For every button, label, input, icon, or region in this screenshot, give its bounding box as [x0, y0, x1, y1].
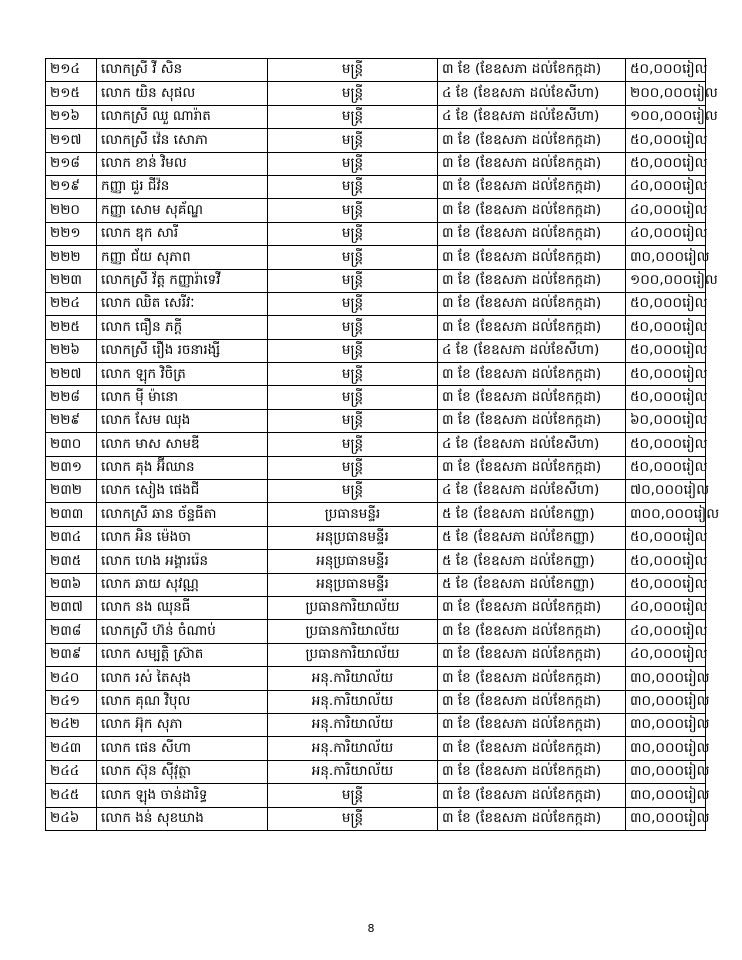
- table-row: [46, 59, 706, 82]
- duration-cell: ៣ ខែ (ខែឧសភា ដល់ខែកក្កដា): [438, 59, 626, 82]
- person-name-cell: លោកស្រី ឆាន ច័ន្ទធីតា: [97, 503, 268, 526]
- position-cell: ប្រធានការិយាល័យ: [268, 596, 438, 619]
- amount-cell: ៤០,០០០រៀល: [626, 222, 706, 245]
- table-row: [46, 292, 706, 315]
- person-name-cell: លោក ឆាយ សុវណ្ណ: [97, 573, 268, 596]
- record-number-cell: ២១៥: [46, 82, 97, 105]
- table-row: [46, 596, 706, 619]
- position-cell: អនុ.ការិយាល័យ: [268, 737, 438, 760]
- person-name-cell: លោក ងន់ សុខឃាង: [97, 807, 268, 830]
- table-row: [46, 456, 706, 479]
- record-number-cell: ២២០: [46, 199, 97, 222]
- record-number-cell: ២៤០: [46, 667, 97, 690]
- table-row: [46, 175, 706, 198]
- record-number-cell: ២២៩: [46, 409, 97, 432]
- table-row: [46, 363, 706, 386]
- person-name-cell: លោក គុណ វិបុល: [97, 690, 268, 713]
- duration-cell: ៣ ខែ (ខែឧសភា ដល់ខែកក្កដា): [438, 246, 626, 269]
- record-number-cell: ២៤៦: [46, 807, 97, 830]
- page-number: 8: [367, 922, 375, 935]
- position-cell: មន្ត្រី: [268, 316, 438, 339]
- amount-cell: ៣០,០០០រៀល: [626, 760, 706, 783]
- position-cell: អនុប្រធានមន្ទីរ: [268, 550, 438, 573]
- table-row: [46, 269, 706, 292]
- amount-cell: ៣០,០០០រៀល: [626, 713, 706, 736]
- duration-cell: ៣ ខែ (ខែឧសភា ដល់ខែកក្កដា): [438, 292, 626, 315]
- table-row: [46, 409, 706, 432]
- duration-cell: ៤ ខែ (ខែឧសភា ដល់ខែសីហា): [438, 82, 626, 105]
- person-name-cell: លោក សៀង ផេងជី: [97, 480, 268, 503]
- amount-cell: ៤០,០០០រៀល: [626, 643, 706, 666]
- person-name-cell: លោក រស់ តៃសុង: [97, 667, 268, 690]
- duration-cell: ៣ ខែ (ខែឧសភា ដល់ខែកក្កដា): [438, 199, 626, 222]
- duration-cell: ៣ ខែ (ខែឧសភា ដល់ខែកក្កដា): [438, 363, 626, 386]
- position-cell: មន្ត្រី: [268, 246, 438, 269]
- person-name-cell: លោកស្រី វ៉េន សោភា: [97, 129, 268, 152]
- amount-cell: ៥០,០០០រៀល: [626, 292, 706, 315]
- amount-cell: ៥០,០០០រៀល: [626, 339, 706, 362]
- amount-cell: ៣០,០០០រៀល: [626, 807, 706, 830]
- duration-cell: ៣ ខែ (ខែឧសភា ដល់ខែកក្កដា): [438, 409, 626, 432]
- table-row: [46, 386, 706, 409]
- amount-cell: ៣០,០០០រៀល: [626, 690, 706, 713]
- records-table: [45, 58, 720, 831]
- table-row: [46, 105, 706, 128]
- amount-cell: ៣០,០០០រៀល: [626, 667, 706, 690]
- table-row: [46, 690, 706, 713]
- record-number-cell: ២៤២: [46, 713, 97, 736]
- duration-cell: ៣ ខែ (ខែឧសភា ដល់ខែកក្កដា): [438, 222, 626, 245]
- person-name-cell: លោក ឈិត សេរីវៈ: [97, 292, 268, 315]
- table-row: [46, 760, 706, 783]
- table-row: [46, 643, 706, 666]
- position-cell: មន្ត្រី: [268, 480, 438, 503]
- person-name-cell: លោក ស៊ុន ស៊ីវុត្ថា: [97, 760, 268, 783]
- person-name-cell: លោក ខាន់ វិមល: [97, 152, 268, 175]
- table-row: [46, 129, 706, 152]
- table-row: [46, 82, 706, 105]
- record-number-cell: ២៣៤: [46, 526, 97, 549]
- person-name-cell: លោក ឌុក សារី: [97, 222, 268, 245]
- person-name-cell: លោកស្រី ហ៊ន់ ចំណាប់: [97, 620, 268, 643]
- amount-cell: ៤០,០០០រៀល: [626, 175, 706, 198]
- position-cell: មន្ត្រី: [268, 222, 438, 245]
- record-number-cell: ២៣២: [46, 480, 97, 503]
- position-cell: មន្ត្រី: [268, 456, 438, 479]
- position-cell: មន្ត្រី: [268, 784, 438, 807]
- position-cell: អនុ.ការិយាល័យ: [268, 713, 438, 736]
- position-cell: ប្រធានការិយាល័យ: [268, 620, 438, 643]
- position-cell: អនុប្រធានមន្ទីរ: [268, 573, 438, 596]
- position-cell: មន្ត្រី: [268, 386, 438, 409]
- person-name-cell: លោក ឡុក វិចិត្រ: [97, 363, 268, 386]
- person-name-cell: លោក ផេន សីហា: [97, 737, 268, 760]
- amount-cell: ៥០,០០០រៀល: [626, 316, 706, 339]
- table-row: [46, 339, 706, 362]
- duration-cell: ៤ ខែ (ខែឧសភា ដល់ខែសីហា): [438, 105, 626, 128]
- record-number-cell: ២២៣: [46, 269, 97, 292]
- record-number-cell: ២២៤: [46, 292, 97, 315]
- record-number-cell: ២៣១: [46, 456, 97, 479]
- record-number-cell: ២៤១: [46, 690, 97, 713]
- amount-cell: ១០០,០០០រៀល: [626, 269, 706, 292]
- position-cell: មន្ត្រី: [268, 105, 438, 128]
- duration-cell: ៣ ខែ (ខែឧសភា ដល់ខែកក្កដា): [438, 737, 626, 760]
- duration-cell: ៣ ខែ (ខែឧសភា ដល់ខែកក្កដា): [438, 713, 626, 736]
- record-number-cell: ២៣៧: [46, 596, 97, 619]
- person-name-cell: លោក ធឿន ភក្តី: [97, 316, 268, 339]
- record-number-cell: ២១៩: [46, 175, 97, 198]
- person-name-cell: លោក អ៊ុក សុភា: [97, 713, 268, 736]
- duration-cell: ៣ ខែ (ខែឧសភា ដល់ខែកក្កដា): [438, 316, 626, 339]
- duration-cell: ៣ ខែ (ខែឧសភា ដល់ខែកក្កដា): [438, 643, 626, 666]
- position-cell: អនុ.ការិយាល័យ: [268, 690, 438, 713]
- record-number-cell: ២៣៩: [46, 643, 97, 666]
- duration-cell: ៣ ខែ (ខែឧសភា ដល់ខែកក្កដា): [438, 129, 626, 152]
- duration-cell: ៣ ខែ (ខែឧសភា ដល់ខែកក្កដា): [438, 784, 626, 807]
- duration-cell: ៣ ខែ (ខែឧសភា ដល់ខែកក្កដា): [438, 152, 626, 175]
- person-name-cell: លោក សម្បត្តិ ស្រ៊ាត: [97, 643, 268, 666]
- position-cell: មន្ត្រី: [268, 152, 438, 175]
- amount-cell: ៥០,០០០រៀល: [626, 386, 706, 409]
- table-row: [46, 550, 706, 573]
- position-cell: ប្រធានមន្ទីរ: [268, 503, 438, 526]
- amount-cell: ៥០,០០០រៀល: [626, 59, 706, 82]
- amount-cell: ៥០,០០០រៀល: [626, 550, 706, 573]
- position-cell: មន្ត្រី: [268, 129, 438, 152]
- person-name-cell: លោក គុង អ៊ីឈាន: [97, 456, 268, 479]
- duration-cell: ៣ ខែ (ខែឧសភា ដល់ខែកក្កដា): [438, 269, 626, 292]
- position-cell: មន្ត្រី: [268, 807, 438, 830]
- table-row: [46, 433, 706, 456]
- record-number-cell: ២៣៦: [46, 573, 97, 596]
- amount-cell: ៥០,០០០រៀល: [626, 363, 706, 386]
- record-number-cell: ២២៥: [46, 316, 97, 339]
- position-cell: មន្ត្រី: [268, 433, 438, 456]
- position-cell: មន្ត្រី: [268, 82, 438, 105]
- amount-cell: ២០០,០០០រៀល: [626, 82, 706, 105]
- duration-cell: ៣ ខែ (ខែឧសភា ដល់ខែកក្កដា): [438, 807, 626, 830]
- table-row: [46, 246, 706, 269]
- person-name-cell: កញ្ញា សោម សុគ័ណ្ឌ: [97, 199, 268, 222]
- position-cell: មន្ត្រី: [268, 409, 438, 432]
- duration-cell: ៣ ខែ (ខែឧសភា ដល់ខែកក្កដា): [438, 596, 626, 619]
- record-number-cell: ២៣៥: [46, 550, 97, 573]
- amount-cell: ៥០,០០០រៀល: [626, 526, 706, 549]
- duration-cell: ៥ ខែ (ខែឧសភា ដល់ខែកញ្ញា): [438, 503, 626, 526]
- table-row: [46, 503, 706, 526]
- amount-cell: ៥០,០០០រៀល: [626, 573, 706, 596]
- record-number-cell: ២៤៣: [46, 737, 97, 760]
- record-number-cell: ២៣០: [46, 433, 97, 456]
- person-name-cell: លោក យិន សុផល: [97, 82, 268, 105]
- person-name-cell: លោកស្រី វ័ត្ត កញ្ញារ៉ាទេវី: [97, 269, 268, 292]
- duration-cell: ៥ ខែ (ខែឧសភា ដល់ខែកញ្ញា): [438, 573, 626, 596]
- position-cell: មន្ត្រី: [268, 339, 438, 362]
- position-cell: មន្ត្រី: [268, 363, 438, 386]
- table-row: [46, 480, 706, 503]
- record-number-cell: ២៤៥: [46, 784, 97, 807]
- table-row: [46, 316, 706, 339]
- position-cell: អនុប្រធានមន្ទីរ: [268, 526, 438, 549]
- person-name-cell: លោកស្រី រឿង រចនារង្សី: [97, 339, 268, 362]
- position-cell: មន្ត្រី: [268, 269, 438, 292]
- amount-cell: ៤០,០០០រៀល: [626, 596, 706, 619]
- record-number-cell: ២២១: [46, 222, 97, 245]
- person-name-cell: លោក នង ឈុនធី: [97, 596, 268, 619]
- amount-cell: ៣០,០០០រៀល: [626, 246, 706, 269]
- duration-cell: ៣ ខែ (ខែឧសភា ដល់ខែកក្កដា): [438, 690, 626, 713]
- position-cell: អនុ.ការិយាល័យ: [268, 667, 438, 690]
- duration-cell: ៤ ខែ (ខែឧសភា ដល់ខែសីហា): [438, 339, 626, 362]
- record-number-cell: ២៣៣: [46, 503, 97, 526]
- table-row: [46, 573, 706, 596]
- amount-cell: ៦០,០០០រៀល: [626, 409, 706, 432]
- person-name-cell: លោក មាស សាមឌី: [97, 433, 268, 456]
- person-name-cell: លោក សែម ឈុង: [97, 409, 268, 432]
- table-row: [46, 737, 706, 760]
- amount-cell: ៥០,០០០រៀល: [626, 129, 706, 152]
- amount-cell: ៤០,០០០រៀល: [626, 620, 706, 643]
- duration-cell: ៣ ខែ (ខែឧសភា ដល់ខែកក្កដា): [438, 667, 626, 690]
- amount-cell: ៣០,០០០រៀល: [626, 784, 706, 807]
- record-number-cell: ២៤៤: [46, 760, 97, 783]
- duration-cell: ៥ ខែ (ខែឧសភា ដល់ខែកញ្ញា): [438, 526, 626, 549]
- amount-cell: ៤០,០០០រៀល: [626, 199, 706, 222]
- duration-cell: ៣ ខែ (ខែឧសភា ដល់ខែកក្កដា): [438, 760, 626, 783]
- position-cell: ប្រធានការិយាល័យ: [268, 643, 438, 666]
- position-cell: មន្ត្រី: [268, 59, 438, 82]
- amount-cell: ៣០០,០០០រៀល: [626, 503, 706, 526]
- position-cell: មន្ត្រី: [268, 292, 438, 315]
- person-name-cell: លោកស្រី ឈួ ណារ៉ាត: [97, 105, 268, 128]
- table-row: [46, 667, 706, 690]
- duration-cell: ៥ ខែ (ខែឧសភា ដល់ខែកញ្ញា): [438, 550, 626, 573]
- table-row: [46, 784, 706, 807]
- duration-cell: ៣ ខែ (ខែឧសភា ដល់ខែកក្កដា): [438, 620, 626, 643]
- person-name-cell: កញ្ញា ជ័យ សុភាព: [97, 246, 268, 269]
- person-name-cell: កញ្ញា ជួរ ជីវ៉ន: [97, 175, 268, 198]
- record-number-cell: ២១៧: [46, 129, 97, 152]
- amount-cell: ៥០,០០០រៀល: [626, 152, 706, 175]
- table-row: [46, 620, 706, 643]
- duration-cell: ៣ ខែ (ខែឧសភា ដល់ខែកក្កដា): [438, 175, 626, 198]
- record-number-cell: ២៣៨: [46, 620, 97, 643]
- duration-cell: ៣ ខែ (ខែឧសភា ដល់ខែកក្កដា): [438, 386, 626, 409]
- record-number-cell: ២១៤: [46, 59, 97, 82]
- record-number-cell: ២១៨: [46, 152, 97, 175]
- amount-cell: ១០០,០០០រៀល: [626, 105, 706, 128]
- position-cell: អនុ.ការិយាល័យ: [268, 760, 438, 783]
- table-row: [46, 222, 706, 245]
- person-name-cell: លោក អិន ម៉េងចា: [97, 526, 268, 549]
- duration-cell: ៤ ខែ (ខែឧសភា ដល់ខែសីហា): [438, 480, 626, 503]
- amount-cell: ៧០,០០០រៀល: [626, 480, 706, 503]
- table-row: [46, 713, 706, 736]
- records-table-body: [46, 59, 720, 831]
- record-number-cell: ២២២: [46, 246, 97, 269]
- amount-cell: ៥០,០០០រៀល: [626, 433, 706, 456]
- table-row: [46, 807, 706, 830]
- person-name-cell: លោកស្រី វី សិន: [97, 59, 268, 82]
- record-number-cell: ២១៦: [46, 105, 97, 128]
- duration-cell: ៣ ខែ (ខែឧសភា ដល់ខែកក្កដា): [438, 456, 626, 479]
- person-name-cell: លោក ឡុង ចាន់ដារិទ្ធ: [97, 784, 268, 807]
- table-row: [46, 152, 706, 175]
- table-row: [46, 199, 706, 222]
- amount-cell: ៥០,០០០រៀល: [626, 456, 706, 479]
- position-cell: មន្ត្រី: [268, 199, 438, 222]
- person-name-cell: លោក ម៉ី ម៉ានោ: [97, 386, 268, 409]
- duration-cell: ៤ ខែ (ខែឧសភា ដល់ខែសីហា): [438, 433, 626, 456]
- record-number-cell: ២២៨: [46, 386, 97, 409]
- person-name-cell: លោក ហេង អង្គាររ៉េន: [97, 550, 268, 573]
- table-row: [46, 526, 706, 549]
- record-number-cell: ២២៧: [46, 363, 97, 386]
- position-cell: មន្ត្រី: [268, 175, 438, 198]
- record-number-cell: ២២៦: [46, 339, 97, 362]
- amount-cell: ៣០,០០០រៀល: [626, 737, 706, 760]
